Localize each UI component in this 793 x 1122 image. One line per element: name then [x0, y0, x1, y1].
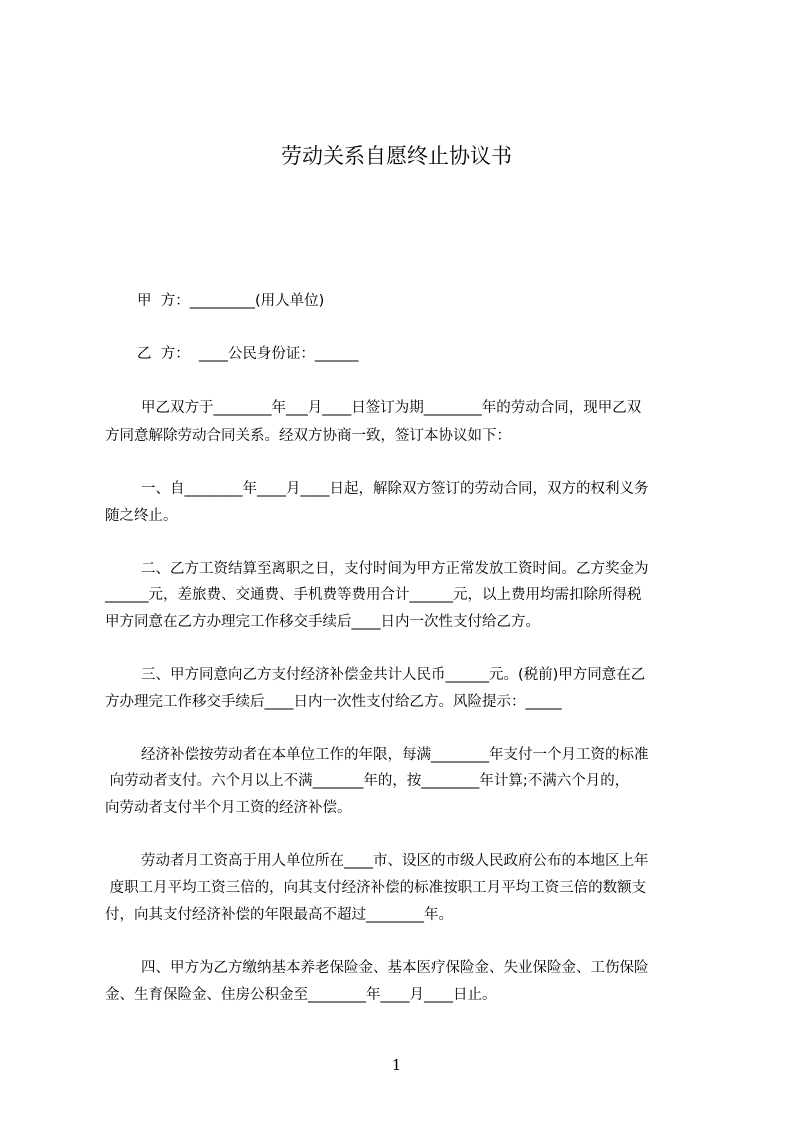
wage-cap-line-2: 度职工月平均工资三倍的，向其支付经济补偿的标准按职工月平均工资三倍的数额支: [105, 880, 647, 896]
compensation-line-3: 向劳动者支付半个月工资的经济补偿。: [105, 800, 352, 816]
clause-2-line-3: 甲方同意在乙方办理完工作移交手续后____日内一次性支付给乙方。: [105, 614, 540, 630]
clause-1-line-1: 一、自________年____月____日起，解除双方签订的劳动合同，双方的权利义务: [141, 481, 649, 497]
page-number: 1: [391, 1056, 402, 1074]
clause-2-line-2: ______元，差旅费、交通费、手机费等费用合计______元，以上费用均需扣除所得税: [105, 587, 642, 603]
document-title: 劳动关系自愿终止协议书: [281, 144, 512, 168]
compensation-line-2: 向劳动者支付。六个月以上不满_______年的，按________年计算;不满六个月的，: [105, 773, 630, 789]
clause-3-line-1: 三、甲方同意向乙方支付经济补偿金共计人民币______元。(税前)甲方同意在乙: [141, 667, 646, 683]
clause-1-line-2: 随之终止。: [105, 508, 178, 524]
clause-2-line-1: 二、乙方工资结算至离职之日，支付时间为甲方正常发放工资时间。乙方奖金为: [141, 561, 649, 577]
party-b-line: 乙 方： ____公民身份证：______: [137, 346, 359, 362]
compensation-line-1: 经济补偿按劳动者在本单位工作的年限，每满________年支付一个月工资的标准: [141, 747, 649, 763]
wage-cap-line-3: 付，向其支付经济补偿的年限最高不超过________年。: [105, 907, 453, 923]
clause-4-line-2: 金、生育保险金、住房公积金至________年____月____日止。: [105, 987, 497, 1003]
wage-cap-line-1: 劳动者月工资高于用人单位所在____市、设区的市级人民政府公布的本地区上年: [141, 853, 649, 869]
clause-3-line-2: 方办理完工作移交手续后____日内一次性支付给乙方。风险提示：_____: [105, 694, 562, 710]
intro-line-2: 方同意解除劳动合同关系。经双方协商一致，签订本协议如下：: [105, 428, 511, 444]
intro-line-1: 甲乙双方于________年___月____日签订为期________年的劳动合同，现甲乙双: [141, 400, 642, 416]
clause-4-line-1: 四、甲方为乙方缴纳基本养老保险金、基本医疗保险金、失业保险金、工伤保险: [141, 960, 649, 976]
party-a-line: 甲 方：_________(用人单位): [137, 293, 325, 309]
